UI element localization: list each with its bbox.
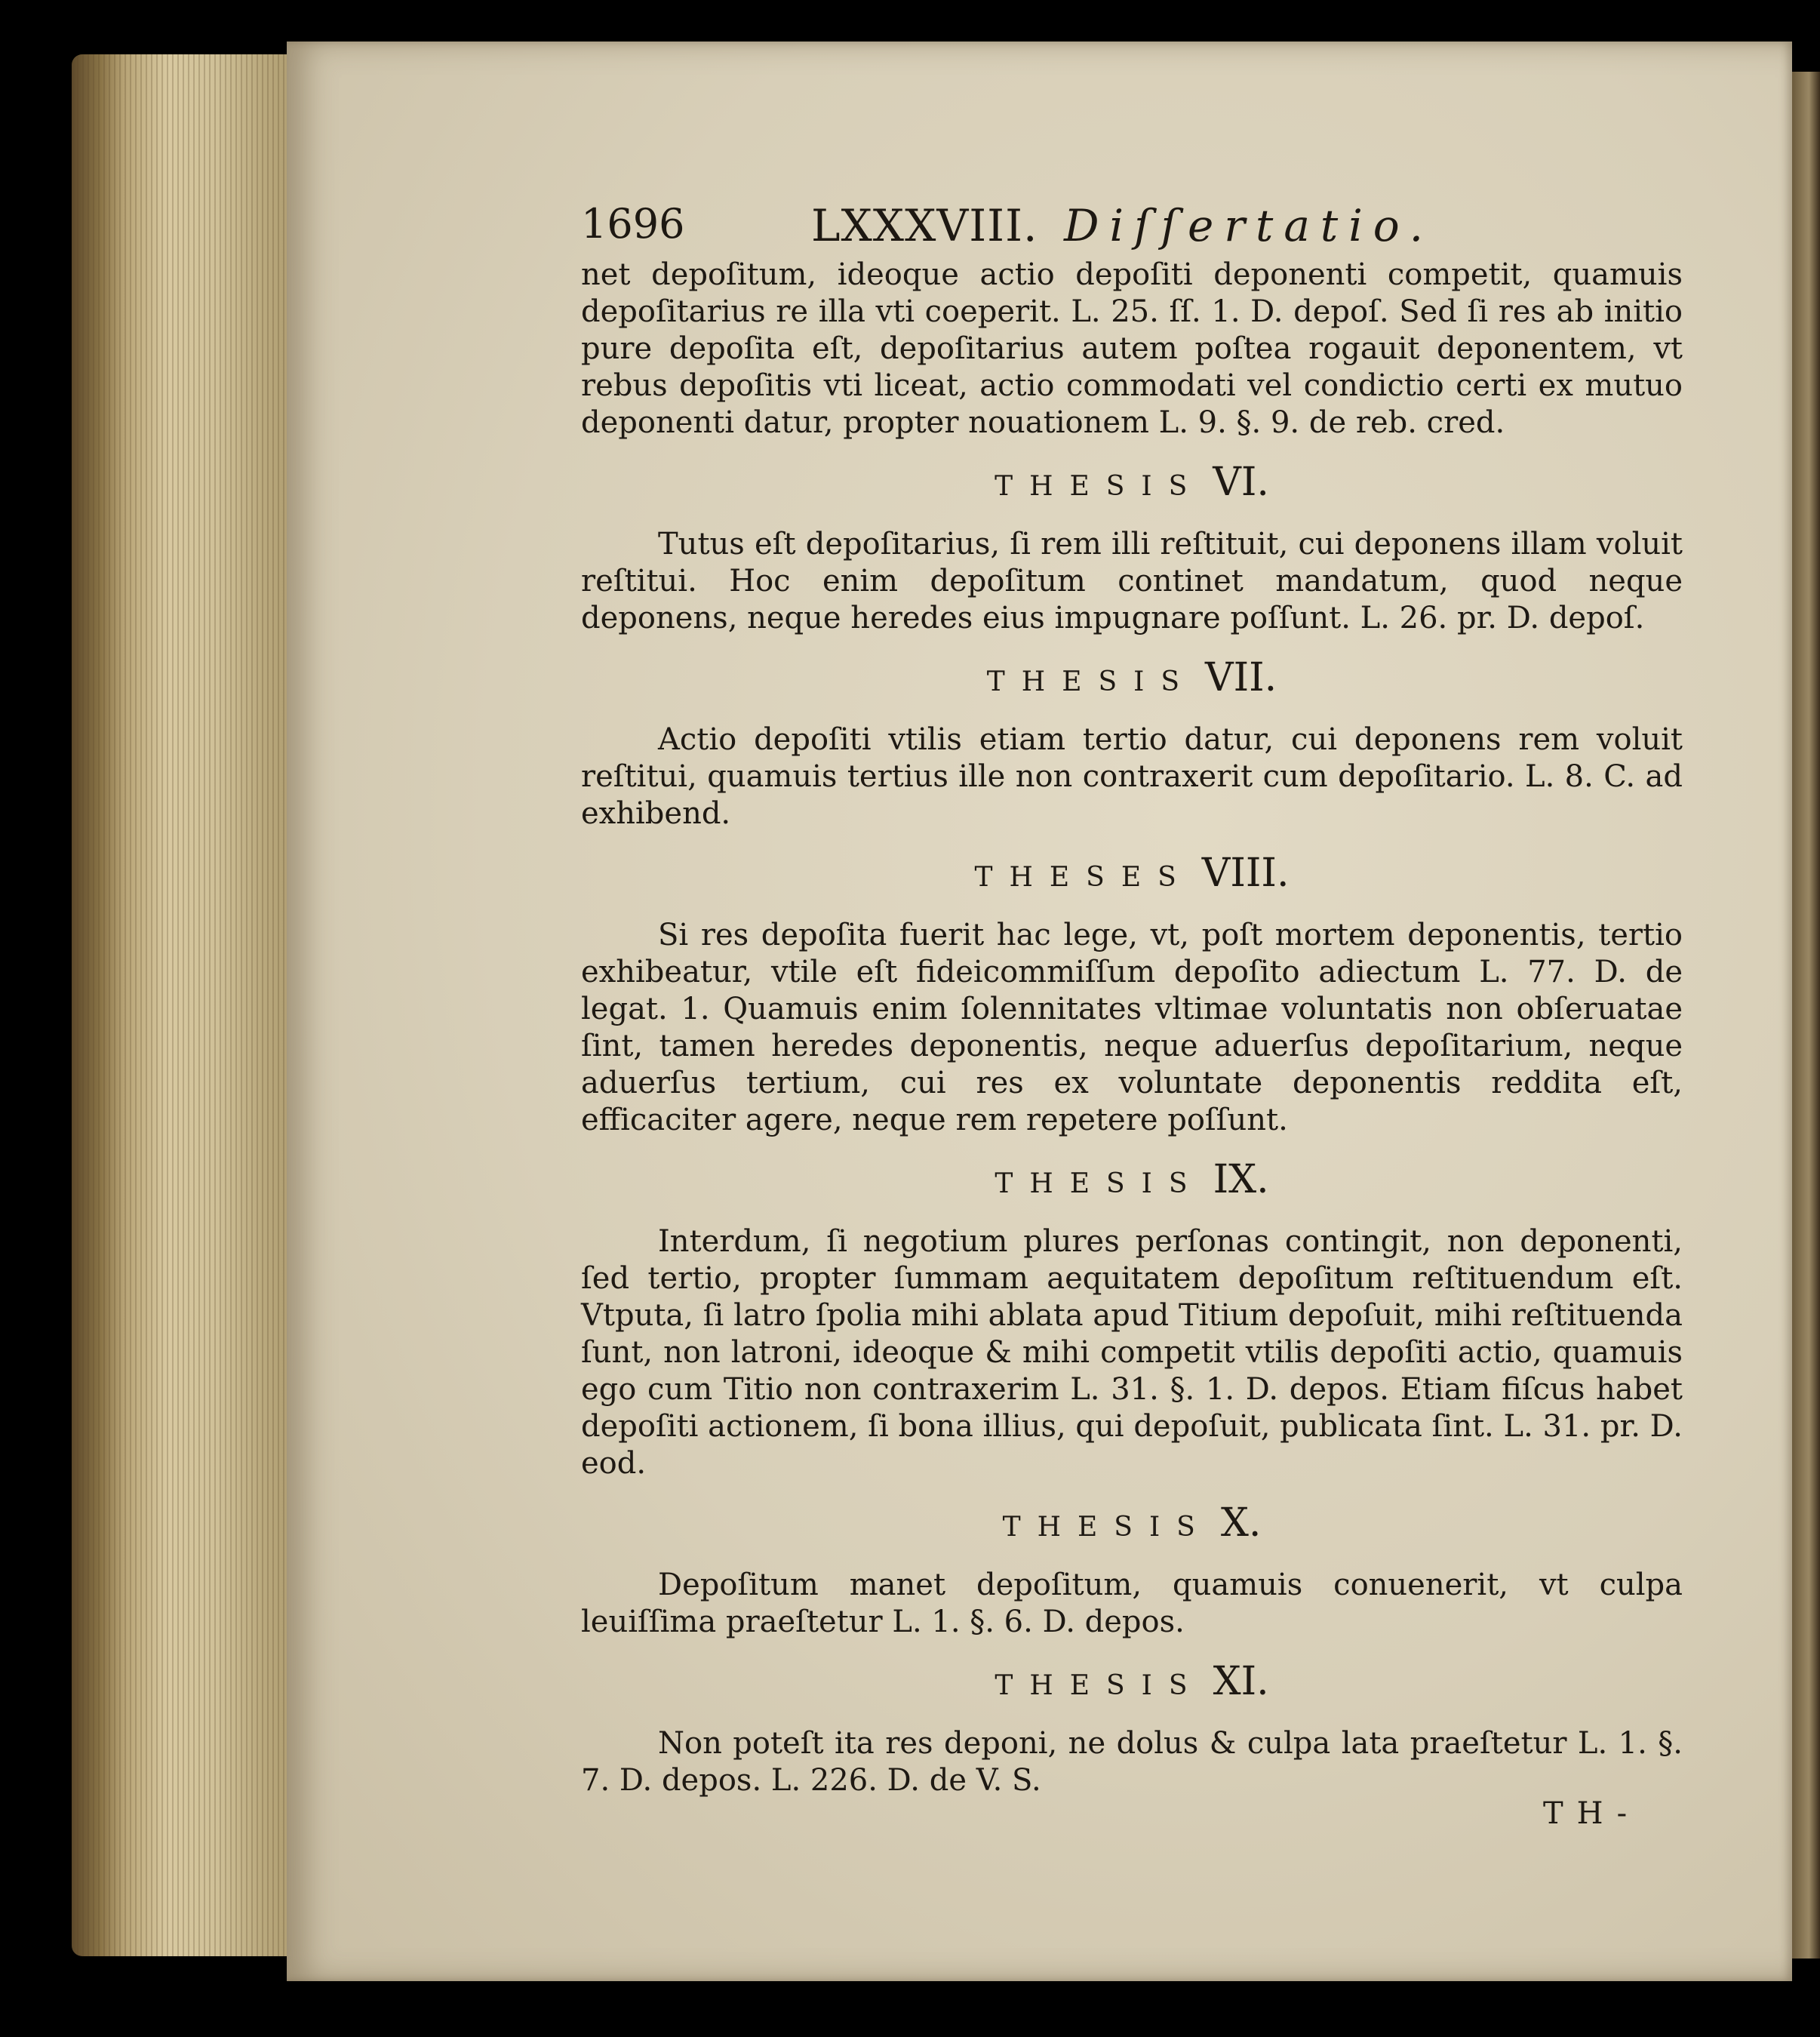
- thesis-heading-9: THESIS IX.: [995, 1157, 1269, 1202]
- thesis-heading-7: THESIS VII.: [986, 655, 1277, 700]
- running-title: Diſſertatio.: [1064, 200, 1434, 251]
- thesis-heading-11: THESIS XI.: [995, 1659, 1269, 1704]
- thesis-text-8: Si res depoſita fuerit hac lege, vt, poſt mortem deponentis, tertio exhibeatur, vtile eſt fideicommiſſum depoſito adiectum L. 77. D. de legat. 1. Quamuis enim ſolennitates vltimae voluntatis non obſeruatae ſint, tamen heredes deponentis, neque aduerſus depoſitarium, neque aduerſus tertium, cui res ex voluntate deponentis reddita eſt, efficaciter agere, neque rem repetere poſſunt.: [581, 918, 1683, 1137]
- facing-page-edge: [1792, 72, 1820, 1959]
- thesis-text-9: Interdum, ſi negotium plures perſonas contingit, non deponenti, ſed tertio, propter ſummam aequitatem depoſitum reſtituendum eſt. Vtputa, ſi latro ſpolia mihi ablata apud Titium depoſuit, mihi reſtituenda ſunt, non latroni, ideoque & mihi competit vtilis depoſiti actio, quamuis ego cum Titio non contraxerim L. 31. §. 1. D. depos. Etiam fiſcus habet depoſiti actionem, ſi bona illius, qui depoſuit, publicata ſint. L. 31. pr. D. eod.: [581, 1224, 1683, 1481]
- catchword: TH-: [1543, 1796, 1641, 1831]
- thesis-heading-6: THESIS VI.: [995, 460, 1269, 505]
- thesis-heading-8: THESES VIII.: [974, 851, 1290, 896]
- running-header: [581, 185, 1683, 253]
- paragraph-continued: net depoſitum, ideoque actio depoſiti deponenti competit, quamuis depoſitarius re illa vti coeperit. L. 25. ſſ. 1. D. depoſ. Sed ſi res ab initio pure depoſita eſt, depoſitarius autem poſtea rogauit deponentem, vt rebus depoſitis vti liceat, actio commodati vel condictio certi ex mutuo deponenti datur, propter nouationem L. 9. §. 9. de reb. cred.: [581, 257, 1683, 440]
- thesis-heading-10: THESIS X.: [1002, 1500, 1262, 1546]
- book-page-edges: [72, 54, 313, 1956]
- thesis-text-6: Tutus eſt depoſitarius, ſi rem illi reſtituit, cui deponens illam voluit reſtitui. Hoc enim depoſitum continet mandatum, quod neque deponens, neque heredes eius impugnare poſſunt. L. 26. pr. D. depoſ.: [581, 527, 1683, 635]
- page-text: [581, 257, 1683, 1799]
- thesis-text-7: Actio depoſiti vtilis etiam tertio datur, cui deponens rem voluit reſtitui, quamuis tertius ille non contraxerit cum depoſitario. L. 8. C. ad exhibend.: [581, 722, 1683, 831]
- page-number: 1696: [581, 200, 685, 248]
- thesis-text-11: Non poteſt ita res deponi, ne dolus & culpa lata praeſtetur L. 1. §. 7. D. depos. L. 226. D. de V. S.: [581, 1726, 1683, 1798]
- dissertation-number: LXXXVIII.: [811, 200, 1038, 251]
- thesis-text-10: Depoſitum manet depoſitum, quamuis conuenerit, vt culpa leuiſſima praeſtetur L. 1. §. 6. D. depos.: [581, 1568, 1683, 1639]
